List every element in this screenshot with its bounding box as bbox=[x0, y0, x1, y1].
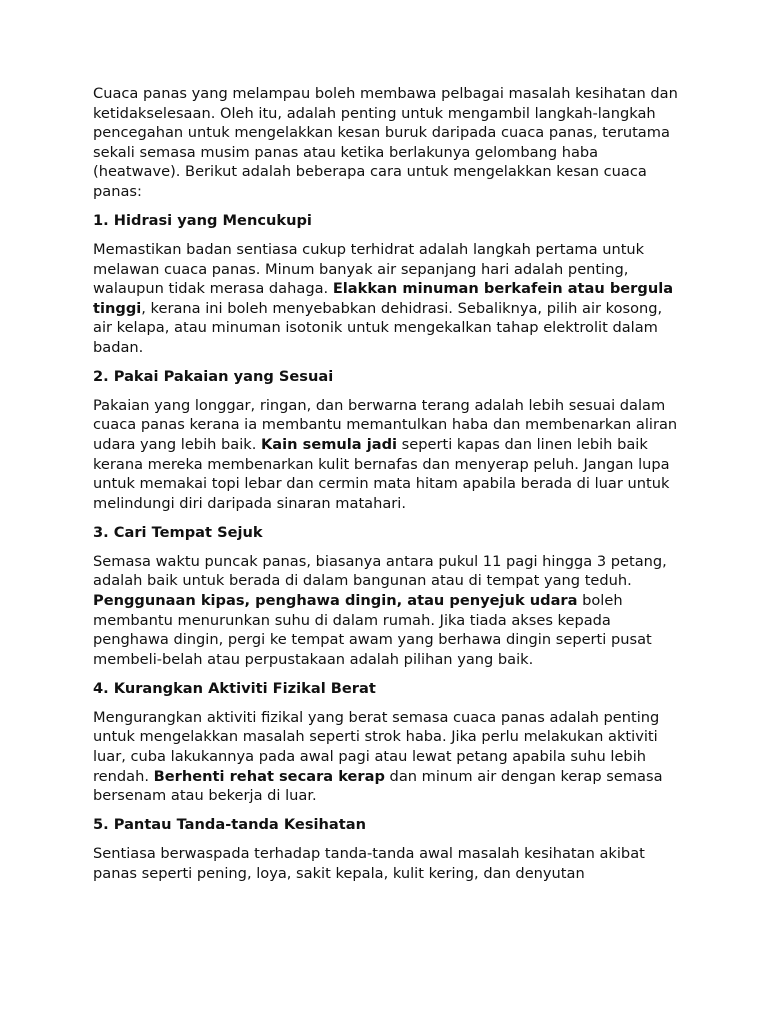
paragraph-text: , kerana ini boleh menyebabkan dehidrasi. Sebaliknya, pilih air kosong, air kelapa, atau minuman isotonik untuk mengekalkan tahap elektrolit dalam badan. bbox=[93, 299, 663, 356]
paragraph-text: dan minum air dengan kerap semasa bersenam atau bekerja di luar. bbox=[93, 767, 663, 805]
paragraph-bold-text: Penggunaan kipas, penghawa dingin, atau penyejuk udara bbox=[93, 592, 578, 609]
intro-paragraph: Cuaca panas yang melampau boleh membawa pelbagai masalah kesihatan dan ketidakselesaan. Oleh itu, adalah penting untuk mengambil langkah-langkah pencegahan untuk mengelakkan kesan buruk daripada cuaca panas, terutama sekali semasa musim panas atau ketika berlakunya gelombang haba (heatwave). Berikut adalah beberapa cara untuk mengelakkan kesan cuaca panas: bbox=[93, 85, 678, 200]
paragraph-text: boleh membantu menurunkan suhu di dalam rumah. Jika tiada akses kepada penghawa dingin, pergi ke tempat awam yang berhawa dingin seperti pusat membeli-belah atau perpustakaan adalah pilihan yang baik. bbox=[93, 592, 652, 668]
document-page bbox=[93, 84, 683, 893]
section-paragraph-clothing bbox=[93, 396, 683, 514]
section-heading-cool-place: 3. Cari Tempat Sejuk bbox=[93, 523, 263, 541]
paragraph-text: Semasa waktu puncak panas, biasanya antara pukul 11 pagi hingga 3 petang, adalah baik untuk berada di dalam bangunan atau di tempat yang teduh. bbox=[93, 552, 667, 590]
paragraph-bold-text: Kain semula jadi bbox=[261, 436, 398, 454]
paragraph-bold-text: Berhenti rehat secara kerap bbox=[153, 767, 385, 785]
paragraph-text: Mengurangkan aktiviti fizikal yang berat semasa cuaca panas adalah penting untuk mengelakkan masalah seperti strok haba. Jika perlu melakukan aktiviti luar, cuba lakukannya pada awal pagi atau lewat petang apabila suhu lebih rendah. bbox=[93, 708, 660, 785]
paragraph-bold-text: Elakkan minuman berkafein atau bergula tinggi bbox=[93, 280, 674, 317]
section-heading-activity: 4. Kurangkan Aktiviti Fizikal Berat bbox=[93, 679, 376, 697]
paragraph-text: Pakaian yang longgar, ringan, dan berwarna terang adalah lebih sesuai dalam cuaca panas kerana ia membantu memantulkan haba dan membenarkan aliran udara yang lebih baik. bbox=[93, 396, 678, 454]
paragraph-text: seperti kapas dan linen lebih baik kerana mereka membenarkan kulit bernafas dan menyerap peluh. Jangan lupa untuk memakai topi lebar dan cermin mata hitam apabila berada di luar untuk melindungi diri daripada sinaran matahari. bbox=[93, 436, 670, 512]
section-paragraph-cool-place bbox=[93, 552, 683, 670]
section-heading-clothing: 2. Pakai Pakaian yang Sesuai bbox=[93, 367, 334, 385]
section-heading-health-signs: 5. Pantau Tanda-tanda Kesihatan bbox=[93, 816, 366, 834]
section-heading-hydration: 1. Hidrasi yang Mencukupi bbox=[93, 211, 312, 229]
section-paragraph-health-signs bbox=[93, 844, 683, 883]
section-paragraph-hydration bbox=[93, 240, 683, 358]
paragraph-text: Sentiasa berwaspada terhadap tanda-tanda awal masalah kesihatan akibat panas seperti pening, loya, sakit kepala, kulit kering, dan denyutan bbox=[93, 845, 645, 882]
section-paragraph-activity bbox=[93, 708, 683, 806]
paragraph-text: Memastikan badan sentiasa cukup terhidrat adalah langkah pertama untuk melawan cuaca panas. Minum banyak air sepanjang hari adalah penting, walaupun tidak merasa dahaga. bbox=[93, 240, 645, 298]
